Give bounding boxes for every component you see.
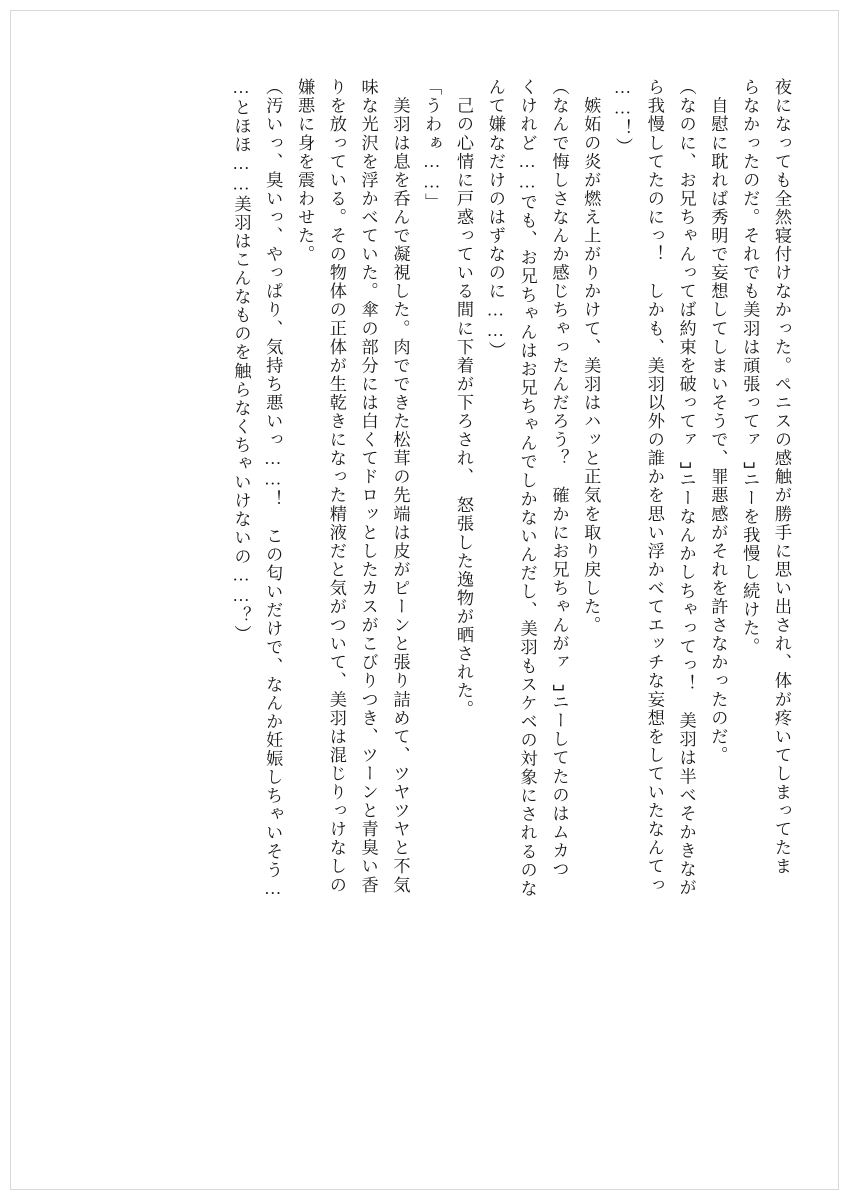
text-line: …とほほ……美羽はこんなものを触らなくちゃいけないの……？） bbox=[231, 78, 251, 644]
text-line: （なのに、お兄ちゃんってば約束を破ってァ␣ニーなんかしちゃってっ！ 美羽は半べそかきなが bbox=[676, 78, 696, 897]
novel-text-body bbox=[52, 78, 797, 1122]
text-line: りを放っている。その物体の正体が生乾きになった精液だと気がついて、美羽は混じりっけなしの bbox=[326, 78, 346, 895]
text-line: 夜になっても全然寝付けなかった。ペニスの感触が勝手に思い出され、体が疼いてしまってたま bbox=[772, 78, 791, 876]
text-line: （汚いっ、臭いっ、やっぱり、気持ち悪いっ……！ この匂いだけで、なんか妊娠しちゃいそう… bbox=[263, 78, 283, 900]
text-line: ら我慢してたのにっ！ しかも、美羽以外の誰かを思い浮かべてエッチな妄想をしていたなんてっ bbox=[644, 78, 664, 895]
text-line: 美羽は息を呑んで凝視した。肉でできた松茸の先端は皮がピーンと張り詰めて、ツヤツヤと不気 bbox=[390, 78, 410, 895]
text-line: 自慰に耽れば秀明で妄想してしまいそうで、罪悪感がそれを許さなかったのだ。 bbox=[708, 78, 728, 765]
text-line: 嫉妬の炎が燃え上がりかけて、美羽はハッと正気を取り戻した。 bbox=[581, 78, 601, 635]
text-line: （なんで悔しさなんか感じちゃったんだろう？ 確かにお兄ちゃんがァ␣ニーしてたのはムカつ bbox=[549, 78, 569, 879]
text-line: んて嫌なだけのはずなのに……） bbox=[485, 78, 505, 360]
text-line: らなかったのだ。それでも美羽は頑張ってァ␣ニーを我慢し続けた。 bbox=[740, 78, 760, 656]
text-line: 己の心情に戸惑っている間に下着が下ろされ、 怒張した逸物が晒された。 bbox=[454, 78, 474, 719]
text-line: くけれど……でも、お兄ちゃんはお兄ちゃんでしかないんだし、美羽もスケベの対象にされるのな bbox=[517, 78, 537, 898]
text-line: 味な光沢を浮かべていた。傘の部分には白くてドロッとしたカスがこびりつき、ツーンと青臭い香 bbox=[358, 78, 378, 895]
text-line: 嫌悪に身を震わせた。 bbox=[295, 78, 315, 264]
text-line: ……！） bbox=[613, 78, 633, 156]
text-line: 「うわぁ……」 bbox=[422, 78, 442, 212]
